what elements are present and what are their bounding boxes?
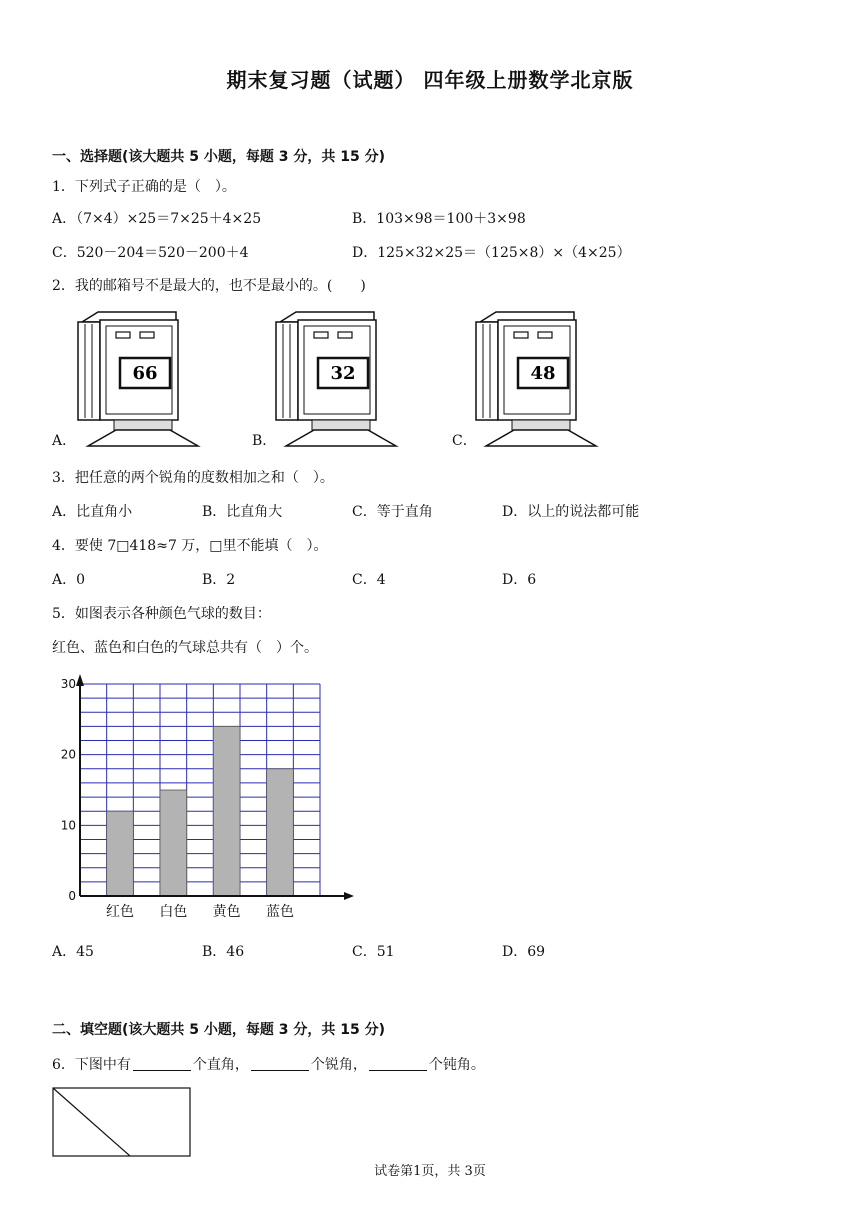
mailbox-number-b: 32 (330, 363, 356, 384)
bar-1 (107, 811, 134, 896)
question-5-stem-2: 红色、蓝色和白色的气球总共有（ ）个。 (52, 640, 318, 656)
question-4-option-d: D．6 (502, 572, 537, 588)
question-3-option-c: C．等于直角 (352, 504, 433, 520)
question-4-option-c: C．4 (352, 572, 386, 588)
x-axis-arrow (344, 892, 354, 900)
question-2-stem: 2．我的邮箱号不是最大的，也不是最小的。( ) (52, 278, 366, 294)
question-1-option-d: D．125×32×25＝（125×8）×（4×25） (352, 245, 631, 261)
question-1-option-b: B．103×98＝100＋3×98 (352, 211, 526, 227)
page-title: 期末复习题（试题） 四年级上册数学北京版 (226, 68, 634, 92)
question-4-option-b: B．2 (202, 572, 236, 588)
x-tick-label: 黄色 (212, 904, 241, 920)
x-tick-label: 红色 (106, 904, 134, 920)
question-3-option-a: A．比直角小 (52, 504, 133, 520)
y-tick-label: 30 (60, 677, 76, 691)
bar-2 (160, 790, 187, 896)
question-5-option-c: C．51 (352, 944, 395, 960)
answer-blank-obtuse-angles[interactable] (369, 1056, 427, 1071)
page-footer: 试卷第1页，共 3页 (374, 1164, 486, 1179)
question-1-option-a: A．（7×4）×25＝7×25＋4×25 (52, 211, 262, 227)
question-2-option-a: A． (52, 433, 77, 449)
question-1-option-c: C．520－204＝520－200＋4 (52, 245, 249, 261)
y-tick-label: 20 (60, 747, 76, 762)
question-4-stem: 4．要使 7□418≈7 万，□里不能填（ ）。 (52, 538, 328, 554)
question-5-stem: 5．如图表示各种颜色气球的数目： (52, 606, 271, 622)
rectangle-diagonal-figure (52, 1087, 192, 1159)
question-4-option-a: A．0 (52, 572, 86, 588)
answer-blank-acute-angles[interactable] (251, 1056, 309, 1071)
question-3-option-d: D．以上的说法都可能 (502, 504, 640, 520)
question-2-option-c: C． (452, 433, 477, 449)
balloon-bar-chart (50, 668, 360, 926)
bar-3 (213, 726, 240, 896)
question-5-option-b: B．46 (202, 944, 245, 960)
section-heading-choice: 一、选择题(该大题共 5 小题，每题 3 分，共 15 分) (52, 149, 386, 165)
mailbox-icon-b (276, 312, 396, 446)
mailbox-number-a: 66 (132, 363, 158, 384)
question-6-stem (52, 1054, 485, 1074)
section-heading-fill: 二、填空题(该大题共 5 小题，每题 3 分，共 15 分) (52, 1022, 386, 1038)
mailbox-icon-a (78, 312, 198, 446)
question-6-text-1: 6．下图中有 (52, 1057, 131, 1073)
y-tick-label: 0 (68, 889, 76, 903)
answer-blank-right-angles[interactable] (133, 1056, 191, 1071)
y-tick-label: 10 (60, 818, 76, 833)
question-3-option-b: B．比直角大 (202, 504, 283, 520)
mailbox-number-c: 48 (530, 363, 556, 384)
mailbox-icon-c (476, 312, 596, 446)
bar-4 (267, 769, 294, 896)
question-2-option-b: B． (252, 433, 277, 449)
question-6-text-4: 个钝角。 (428, 1057, 485, 1073)
question-6-text-3: 个锐角， (310, 1057, 367, 1073)
x-tick-label: 白色 (159, 904, 188, 920)
question-6-text-2: 个直角， (192, 1057, 249, 1073)
question-1-stem: 1．下列式子正确的是（ ）。 (52, 179, 236, 195)
mailbox-figures (0, 300, 860, 450)
question-5-option-a: A．45 (52, 944, 94, 960)
question-5-option-d: D．69 (502, 944, 546, 960)
x-tick-label: 蓝色 (266, 904, 294, 920)
question-3-stem: 3．把任意的两个锐角的度数相加之和（ ）。 (52, 470, 334, 486)
y-axis-arrow (76, 674, 84, 686)
